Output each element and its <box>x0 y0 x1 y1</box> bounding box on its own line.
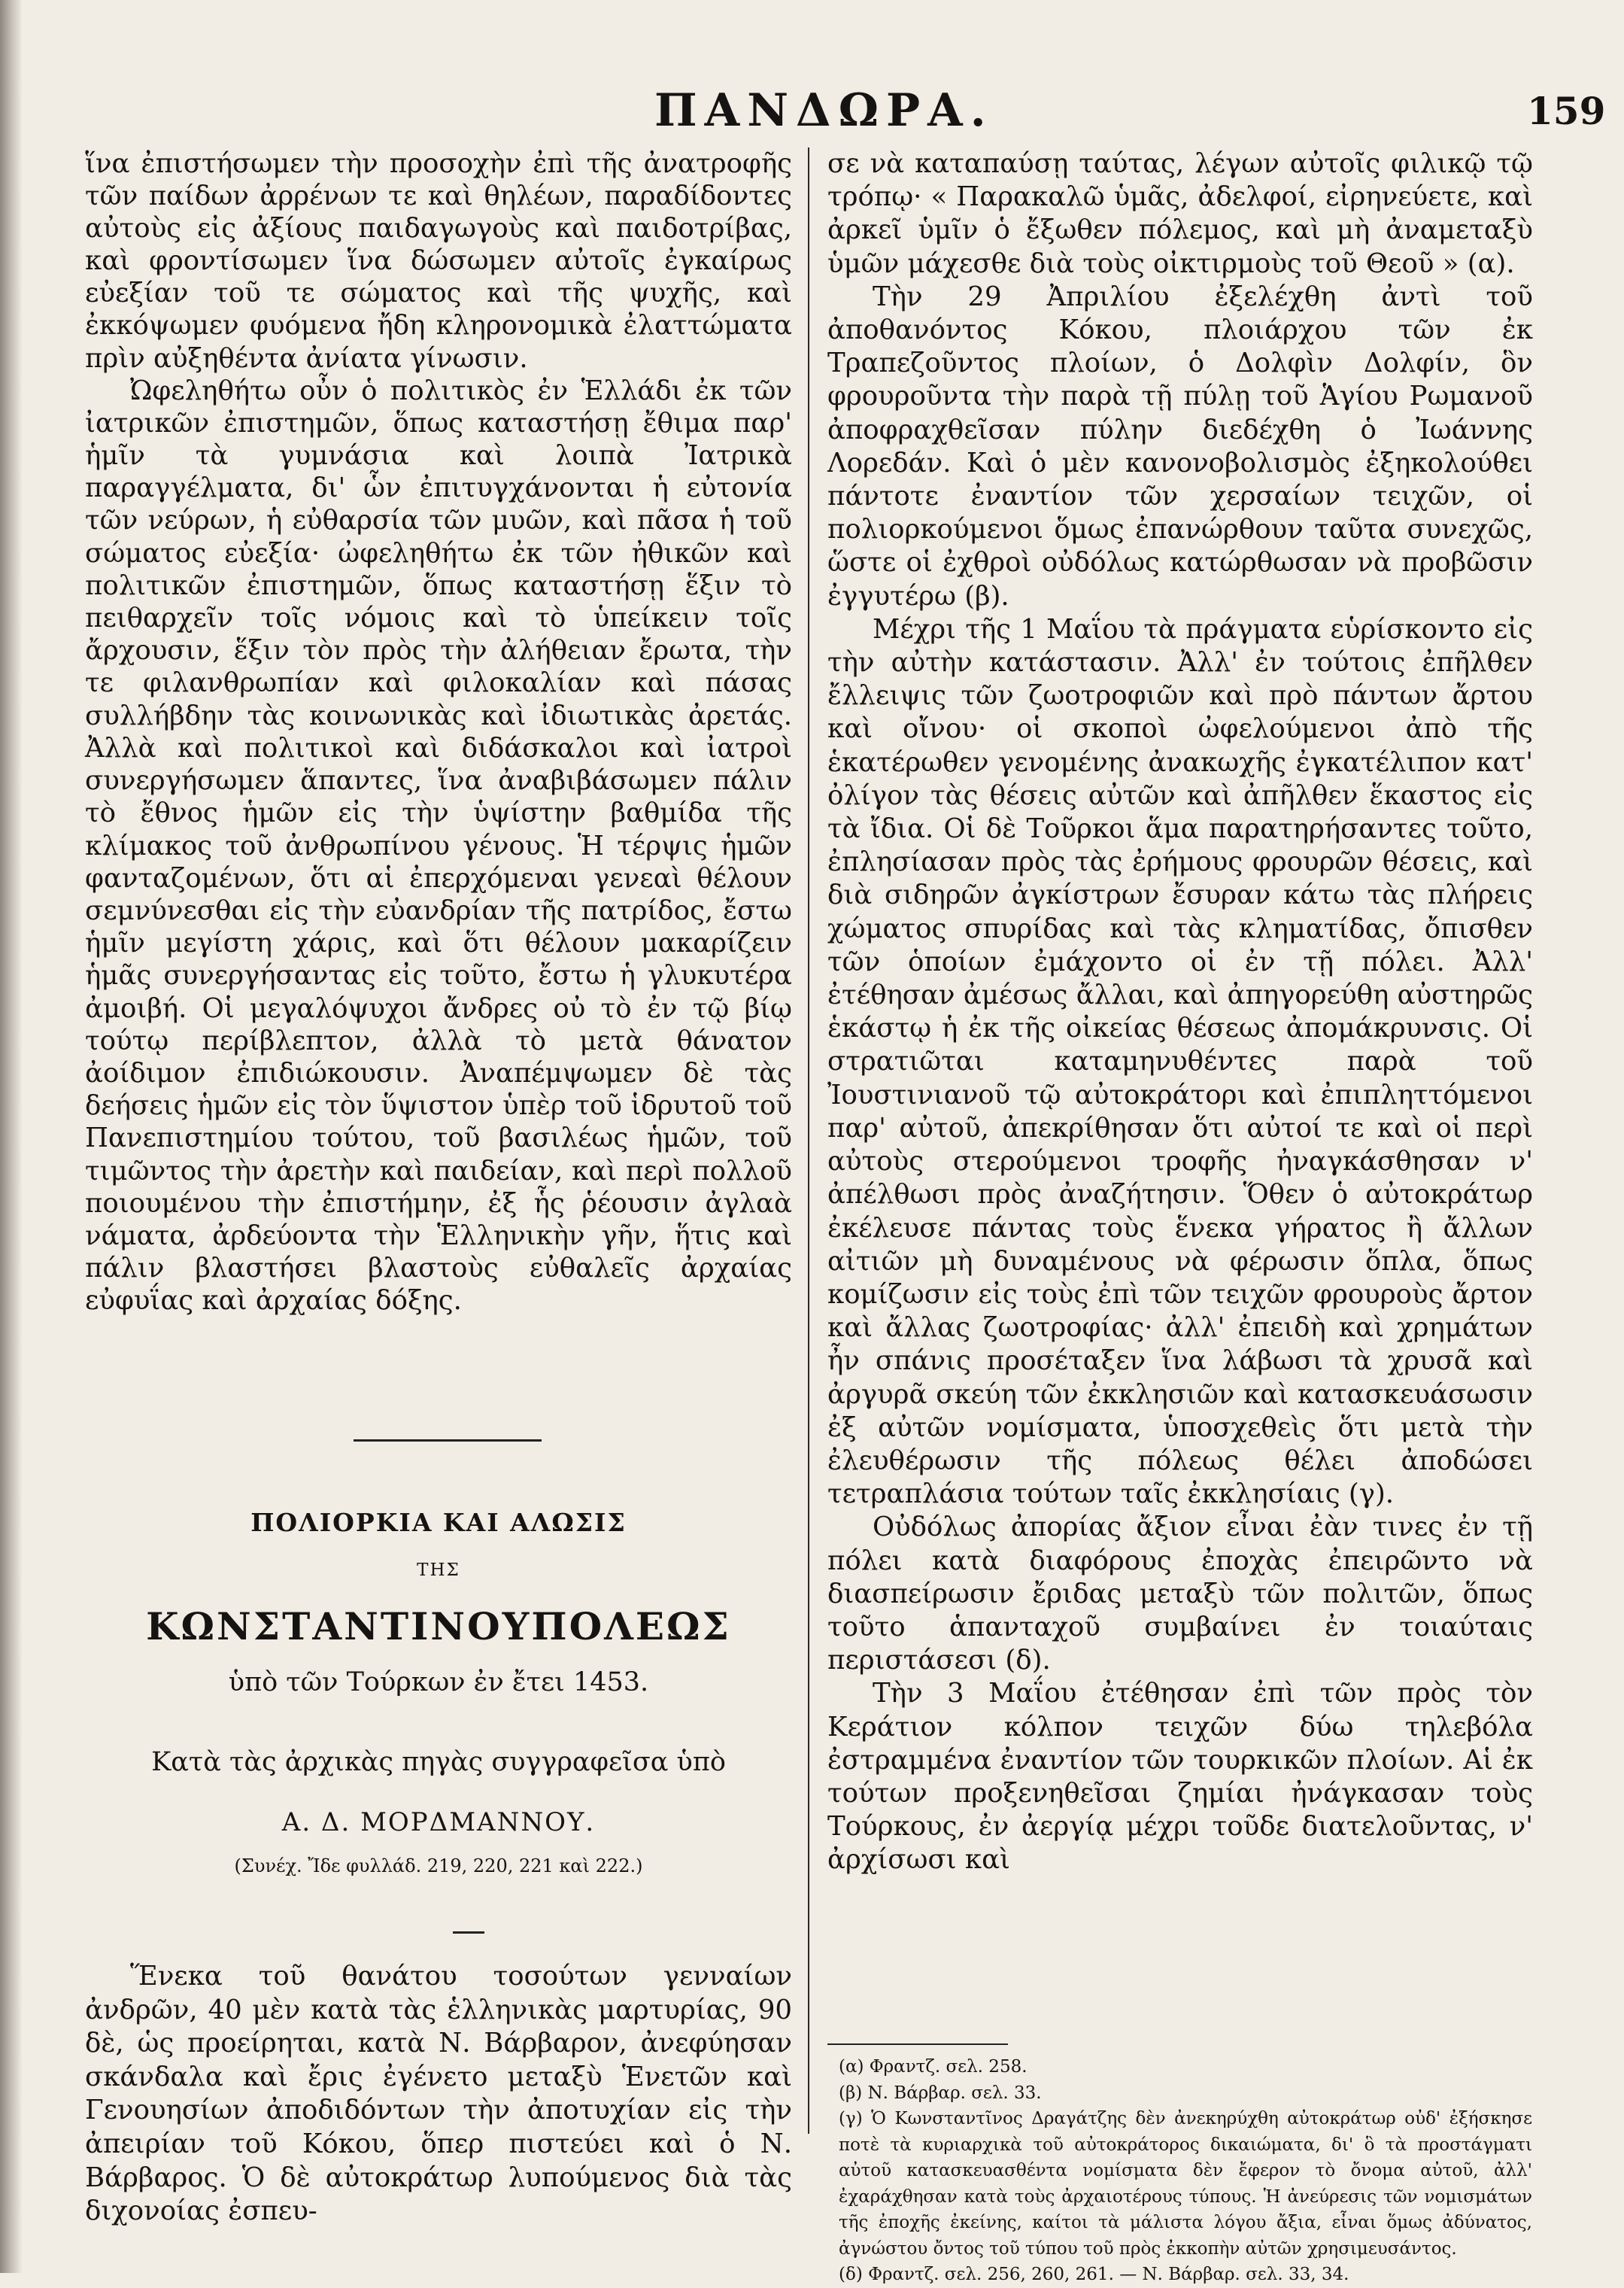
footnote-d: (δ) Φραντζ. σελ. 256, 260, 261. — Ν. Βάρβαρ. σελ. 33, 34. <box>839 2265 1349 2284</box>
right-column <box>827 147 1533 1877</box>
footnote-a: (α) Φραντζ. σελ. 258. <box>839 2057 1028 2077</box>
article-title-article: ΤΗΣ <box>417 1560 460 1580</box>
article-source-line: Κατὰ τὰς ἀρχικὰς πηγὰς συγγραφεῖσα ὑπὸ <box>151 1747 726 1777</box>
article-title: ΠΟΛΙΟΡΚΙΑ ΚΑΙ ΑΛΩΣΙΣ <box>250 1508 627 1537</box>
page-number: 159 <box>1527 89 1606 133</box>
article-subtitle: ὑπὸ τῶν Τούρκων ἐν ἔτει 1453. <box>228 1667 649 1697</box>
right-paragraph-2: Τὴν 29 Ἀπριλίου ἐξελέχθη ἀντὶ τοῦ ἀποθανόντος Κόκου, πλοιάρχου τῶν ἐκ Τραπεζοῦντος πλοίων, ὁ Δολφὶν Δολφίν, ὃν φρουροῦντα τὴν παρὰ τῇ πύλῃ τοῦ Ἁγίου Ρωμανοῦ ἀποφραχθεῖσαν πύλην διεδέχθη ὁ Ἰωάννης Λορεδάν. Καὶ ὁ μὲν κανονοβολισμὸς ἐξηκολούθει πάντοτε ἐναντίον τῶν χερσαίων τειχῶν, οἱ πολιορκούμενοι ὅμως ἐπανώρθουν ταῦτα συνεχῶς, ὥστε οἱ ἐχθροὶ οὐδόλως κατώρθωσαν νὰ προβῶσιν ἐγγυτέρω (β). <box>827 281 1533 612</box>
column-divider <box>808 147 809 2134</box>
article-title-city: ΚΩΝΣΤΑΝΤΙΝΟΥΠΟΛΕΩΣ <box>146 1604 731 1648</box>
left-column-continued <box>85 1960 792 2229</box>
article-author: Α. Δ. ΜΟΡΔΜΑΝΝΟΥ. <box>281 1807 596 1837</box>
article-dash <box>453 1931 484 1934</box>
right-paragraph-4: Οὐδόλως ἀπορίας ἄξιον εἶναι ἐὰν τινες ἐν τῇ πόλει κατὰ διαφόρους ἐποχὰς ἐπειρῶντο νὰ διασπείρωσιν ἔριδας μεταξὺ τῶν πολιτῶν, ὅπως τοῦτο ἁπανταχοῦ συμβαίνει ἐν τοιαύταις περιστάσεσι (δ). <box>827 1512 1533 1676</box>
article-continuation-note: (Συνέχ. Ἴδε φυλλάδ. 219, 220, 221 καὶ 222.) <box>234 1855 643 1876</box>
journal-title: ΠΑΝΔΩΡΑ. <box>654 84 994 137</box>
left-paragraph-2: Ὠφεληθήτω οὖν ὁ πολιτικὸς ἐν Ἑλλάδι ἐκ τῶν ἰατρικῶν ἐπιστημῶν, ὅπως καταστήσῃ ἔθιμα παρ' ἡμῖν τὰ γυμνάσια καὶ λοιπὰ Ἰατρικὰ παραγγέλματα, δι' ὧν ἐπιτυγχάνονται ἡ εὐτονία τῶν νεύρων, ἡ εὐθαρσία τῶν μυῶν, καὶ πᾶσα ἡ τοῦ σώματος εὐεξία· ὠφεληθήτω ἐκ τῶν ἠθικῶν καὶ πολιτικῶν ἐπιστημῶν, ὅπως καταστήσῃ ἕξιν τὸ πειθαρχεῖν τοῖς νόμοις καὶ τὸ ὑπείκειν τοῖς ἄρχουσιν, ἕξιν τὸν πρὸς τὴν ἀλήθειαν ἔρωτα, τὴν τε φιλανθρωπίαν καὶ φιλοκαλίαν καὶ πάσας συλλήβδην τὰς κοινωνικὰς καὶ ἰδιωτικὰς ἀρετάς. Ἀλλὰ καὶ πολιτικοὶ καὶ διδάσκαλοι καὶ ἰατροὶ συνεργήσωμεν ἅπαντες, ἵνα ἀναβιβάσωμεν πάλιν τὸ ἔθνος ἡμῶν εἰς τὴν ὑψίστην βαθμίδα τῆς κλίμακος τοῦ ἀνθρωπίνου γένους. Ἡ τέρψις ἡμῶν φανταζομένων, ὅτι αἱ ἐπερχόμεναι γενεαὶ θέλουν σεμνύνεσθαι εἰς τὴν εὐανδρίαν τῆς πατρίδος, ἔστω ἡμῖν μεγίστη χάρις, καὶ ὅτι θέλουν μακαρίζειν ἡμᾶς συνεργήσαντας εἰς τοῦτο, ἔστω ἡ γλυκυτέρα ἀμοιβή. Οἱ μεγαλόψυχοι ἄνδρες οὐ τὸ ἐν τῷ βίῳ τούτῳ περίβλεπτον, ἀλλὰ τὸ μετὰ θάνατον ἀοίδιμον ἐπιδιώκουσιν. Ἀναπέμψωμεν δὲ τὰς δεήσεις ἡμῶν εἰς τὸν ὕψιστον ὑπὲρ τοῦ ἱδρυτοῦ τοῦ Πανεπιστημίου τούτου, τοῦ βασιλέως ἡμῶν, τοῦ τιμῶντος τὴν ἀρετὴν καὶ παιδείαν, καὶ περὶ πολλοῦ ποιουμένου τὴν ἐπιστήμην, ἐξ ἧς ῥέουσιν ἀγλαὰ νάματα, ἀρδεύοντα τὴν Ἑλληνικὴν γῆν, ἥτις καὶ πάλιν βλαστήσει βλαστοὺς εὐθαλεῖς ἀρχαίας εὐφυΐας καὶ ἀρχαίας δόξης. <box>85 375 792 1317</box>
footnote-c: (γ) Ὁ Κωνσταντῖνος Δραγάτζης δὲν ἀνεκηρύχθη αὐτοκράτωρ οὐδ' ἐξήσκησε ποτὲ τὰ κυριαρχικὰ τοῦ αὐτοκράτορος δικαιώματα, δι' ὃ τὰ προστάγματι αὐτοῦ κατασκευασθέντα νομίσματα δὲν ἔφερον τὸ ὄνομα αὐτοῦ, ἀλλ' ἐχαράχθησαν κατὰ τοὺς ἀρχαιοτέρους τύπους. Ἡ ἀνεύρεσις τῶν νομισμάτων τῆς ἐποχῆς ἐκείνης, καίτοι τὰ μάλιστα λόγου ἄξια, εἶναι ὅμως ἀδύνατος, ἀγνώστου ὄντος τοῦ τύπου τοῦ πρὸς ἐκκοπὴν αὐτῶν χρησιμευσάντος. <box>839 2109 1532 2259</box>
left-paragraph-3: Ἕνεκα τοῦ θανάτου τοσούτων γενναίων ἀνδρῶν, 40 μὲν κατὰ τὰς ἑλληνικὰς μαρτυρίας, 90 δὲ, ὡς προείρηται, κατὰ Ν. Βάρβαρον, ἀνεφύησαν σκάνδαλα καὶ ἔρις ἐγένετο μεταξὺ Ἑνετῶν καὶ Γενουησίων ἀποδιδόντων τὴν ἀποτυχίαν εἰς τὴν ἀπειρίαν τοῦ Κόκου, ὅπερ πιστεύει καὶ ὁ Ν. Βάρβαρος. Ὁ δὲ αὐτοκράτωρ λυπούμενος διὰ τὰς διχονοίας ἐσπευ- <box>85 1961 792 2227</box>
footnote-rule <box>827 2043 1008 2045</box>
right-paragraph-3: Μέχρι τῆς 1 Μαΐου τὰ πράγματα εὑρίσκοντο εἰς τὴν αὐτὴν κατάστασιν. Ἀλλ' ἐν τούτοις ἐπῆλθεν ἔλλειψις τῶν ζωοτροφιῶν καὶ πρὸ πάντων ἄρτου καὶ οἴνου· οἱ σκοποὶ ὠφελούμενοι ἀπὸ τῆς ἑκατέρωθεν γενομένης ἀνακωχῆς ἐγκατέλιπον κατ' ὀλίγον τὰς θέσεις αὐτῶν καὶ ἀπῆλθεν ἕκαστος εἰς τὰ ἴδια. Οἱ δὲ Τοῦρκοι ἅμα παρατηρήσαντες τοῦτο, ἐπλησίασαν πρὸς τὰς ἐρήμους φρουρῶν θέσεις, καὶ διὰ σιδηρῶν ἀγκίστρων ἔσυραν κάτω τὰς πλήρεις χώματος σπυρίδας καὶ τὰς κληματίδας, ὄπισθεν τῶν ὁποίων ἐμάχοντο οἱ ἐν τῇ πόλει. Ἀλλ' ἐτέθησαν ἀμέσως ἄλλαι, καὶ ἀπηγορεύθη αὐστηρῶς ἑκάστῳ ἡ ἐκ τῆς οἰκείας θέσεως ἀπομάκρυνσις. Οἱ στρατιῶται καταμηνυθέντες παρὰ τοῦ Ἰουστινιανοῦ τῷ αὐτοκράτορι καὶ ἐπιπληττόμενοι παρ' αὐτοῦ, ἀπεκρίθησαν ὅτι αὐτοί τε καὶ οἱ περὶ αὐτοὺς στερούμενοι τροφῆς ἠναγκάσθησαν ν' ἀπέλθωσι πρὸς ἀναζήτησιν. Ὅθεν ὁ αὐτοκράτωρ ἐκέλευσε πάντας τοὺς ἕνεκα γήρατος ἢ ἄλλων αἰτιῶν μὴ δυναμένους νὰ φέρωσιν ὅπλα, ὅπως κομίζωσιν εἰς τοὺς ἐπὶ τῶν τειχῶν φρουροὺς ἄρτον καὶ ἄλλας ζωοτροφίας· ἀλλ' ἐπειδὴ καὶ χρημάτων ἦν σπάνις προσέταξεν ἵνα λάβωσι τὰ χρυσᾶ καὶ ἀργυρᾶ σκεύη τῶν ἐκκλησιῶν καὶ κατασκευάσωσιν ἐξ αὐτῶν νομίσματα, ὑποσχεθεὶς ὅτι μετὰ τὴν ἐλευθέρωσιν τῆς πόλεως θέλει ἀποδώσει τετραπλάσια τούτων ταῖς ἐκκλησίαις (γ). <box>827 613 1533 1510</box>
left-column <box>85 147 792 1317</box>
right-paragraph-5: Τὴν 3 Μαΐου ἐτέθησαν ἐπὶ τῶν πρὸς τὸν Κεράτιον κόλπον τειχῶν δύω τηλεβόλα ἐστραμμένα ἐναντίον τῶν τουρκικῶν πλοίων. Αἱ ἐκ τούτων προξενηθεῖσαι ζημίαι ἠνάγκασαν τοὺς Τούρκους, ἐν ἀεργίᾳ μέχρι τοῦδε διατελοῦντας, ν' ἀρχίσωσι καὶ <box>827 1678 1533 1876</box>
section-separator <box>354 1439 542 1442</box>
right-paragraph-1: σε νὰ καταπαύσῃ ταύτας, λέγων αὐτοῖς φιλικῷ τῷ τρόπῳ· « Παρακαλῶ ὑμᾶς, ἀδελφοί, εἰρηνεύετε, καὶ ἀρκεῖ ὑμῖν ὁ ἔξωθεν πόλεμος, καὶ μὴ ἀναμεταξὺ ὑμῶν μάχεσθε διὰ τοὺς οἰκτιρμοὺς τοῦ Θεοῦ » (α). <box>827 148 1533 279</box>
footnote-b: (β) Ν. Βάρβαρ. σελ. 33. <box>839 2083 1042 2103</box>
left-paragraph-1: ἵνα ἐπιστήσωμεν τὴν προσοχὴν ἐπὶ τῆς ἀνατροφῆς τῶν παίδων ἀρρένων τε καὶ θηλέων, παραδίδοντες αὐτοὺς εἰς ἀξίους παιδαγωγοὺς καὶ παιδοτρίβας, καὶ φροντίσωμεν ἵνα δώσωμεν αὐτοῖς ἐγκαίρως εὐεξίαν τοῦ τε σώματος καὶ τῆς ψυχῆς, καὶ ἐκκόψωμεν φυόμενα ἤδη κληρονομικὰ ἐλαττώματα πρὶν αὐξηθέντα ἀνίατα γίνωσιν. <box>85 148 792 374</box>
footnotes <box>839 2054 1532 2288</box>
page-binding-shadow <box>0 0 23 2273</box>
